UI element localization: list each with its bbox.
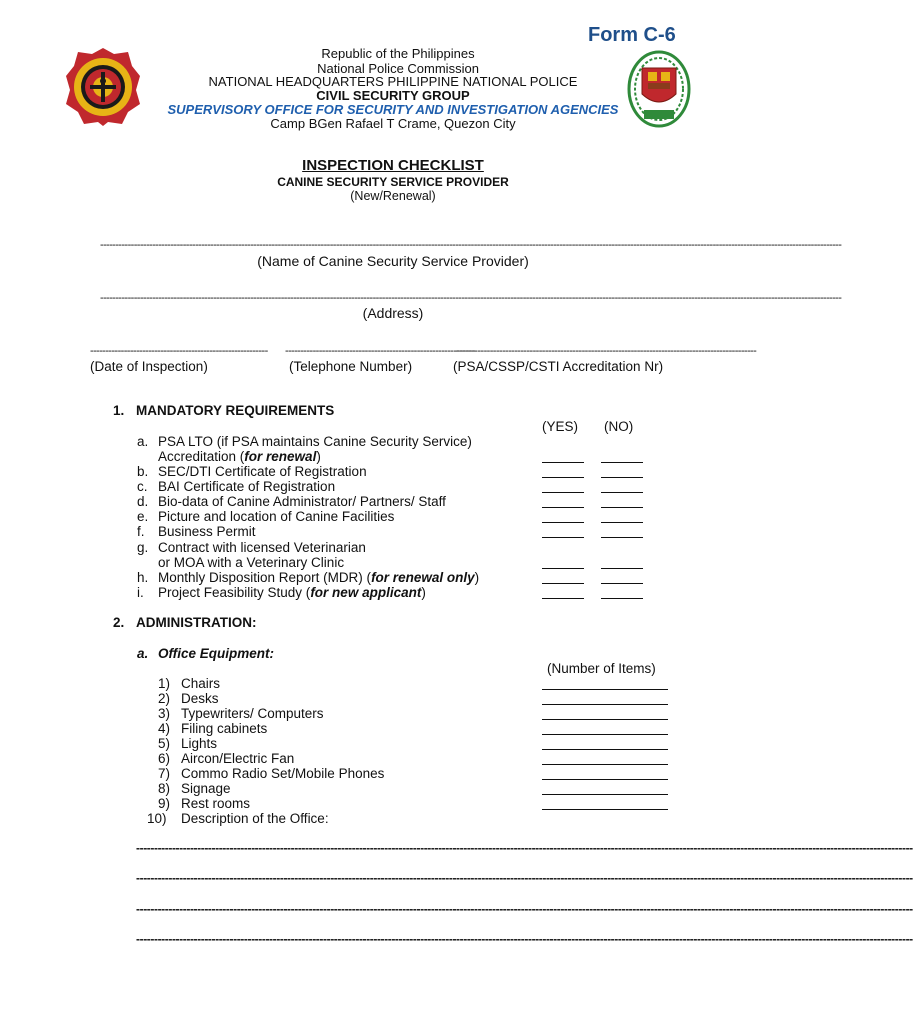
phone-field-line[interactable]: --------------------------------------------------------------: [285, 345, 475, 357]
equipment-item-8-count-blank[interactable]: [542, 794, 668, 795]
item-f-no-blank[interactable]: [601, 537, 643, 538]
item-h-yes-blank[interactable]: [542, 583, 584, 584]
item-d-letter: d.: [137, 494, 149, 509]
yes-column-header: (YES): [542, 419, 579, 434]
office-description-line-4[interactable]: ------------------------------------------------------------------------------------------------------------------------------------------------------------------------------------------------------------------------: [136, 932, 913, 946]
section2-number: 2.: [113, 615, 125, 630]
equipment-item-1-label: Chairs: [181, 676, 221, 691]
item-g-yes-blank[interactable]: [542, 568, 584, 569]
item-g-text-2: or MOA with a Veterinary Clinic: [158, 555, 345, 570]
equipment-item-4-num: 4): [158, 721, 171, 736]
section1-title: MANDATORY REQUIREMENTS: [136, 403, 335, 418]
item-h-text: Monthly Disposition Report (MDR) (for renewal only): [158, 570, 480, 585]
page-note: (New/Renewal): [350, 189, 436, 203]
item-e-letter: e.: [137, 509, 149, 524]
accreditation-field-label: (PSA/CSSP/CSTI Accreditation Nr): [453, 359, 664, 374]
item-e-text: Picture and location of Canine Facilities: [158, 509, 395, 524]
header-republic: Republic of the Philippines: [321, 46, 475, 61]
equipment-item-10-num: 10): [147, 811, 167, 826]
item-h-no-blank[interactable]: [601, 583, 643, 584]
equipment-item-1-num: 1): [158, 676, 171, 691]
header-sosia: SUPERVISORY OFFICE FOR SECURITY AND INVESTIGATION AGENCIES: [167, 102, 619, 117]
subsection-title: Office Equipment:: [158, 646, 275, 661]
name-field-line[interactable]: --------------------------------------------------------------------------------------------------------------------------------------------------------------------------------------------------------------------------------------------------: [100, 239, 842, 251]
header-csg: CIVIL SECURITY GROUP: [316, 88, 470, 103]
address-field-label: (Address): [362, 305, 424, 321]
item-a-no-blank[interactable]: [601, 462, 643, 463]
equipment-item-6-count-blank[interactable]: [542, 764, 668, 765]
equipment-item-5-count-blank[interactable]: [542, 749, 668, 750]
equipment-item-7-num: 7): [158, 766, 171, 781]
item-e-yes-blank[interactable]: [542, 522, 584, 523]
item-b-letter: b.: [137, 464, 149, 479]
equipment-item-4-count-blank[interactable]: [542, 734, 668, 735]
header-address: Camp BGen Rafael T Crame, Quezon City: [270, 116, 516, 131]
page-title: INSPECTION CHECKLIST: [302, 157, 484, 174]
item-d-yes-blank[interactable]: [542, 507, 584, 508]
equipment-item-10-label: Description of the Office:: [181, 811, 329, 826]
item-d-text: Bio-data of Canine Administrator/ Partners/ Staff: [158, 494, 446, 509]
equipment-item-5-num: 5): [158, 736, 171, 751]
item-f-yes-blank[interactable]: [542, 537, 584, 538]
date-field-line[interactable]: ----------------------------------------------------------: [90, 345, 268, 357]
item-b-text: SEC/DTI Certificate of Registration: [158, 464, 367, 479]
equipment-item-7-count-blank[interactable]: [542, 779, 668, 780]
equipment-item-9-num: 9): [158, 796, 171, 811]
accreditation-field-line[interactable]: --------------------------------------------------------------------------------------------------: [456, 345, 757, 357]
item-a-text-2: Accreditation (for renewal): [158, 449, 321, 464]
no-column-header: (NO): [604, 419, 634, 434]
item-b-no-blank[interactable]: [601, 477, 643, 478]
equipment-item-3-label: Typewriters/ Computers: [181, 706, 324, 721]
item-g-no-blank[interactable]: [601, 568, 643, 569]
item-h-letter: h.: [137, 570, 149, 585]
name-field-label: (Name of Canine Security Service Provider): [257, 253, 529, 269]
date-field-label: (Date of Inspection): [90, 359, 208, 374]
item-c-text: BAI Certificate of Registration: [158, 479, 336, 494]
subsection-letter: a.: [137, 646, 149, 661]
office-description-line-1[interactable]: ------------------------------------------------------------------------------------------------------------------------------------------------------------------------------------------------------------------------: [136, 841, 913, 855]
equipment-item-6-label: Aircon/Electric Fan: [181, 751, 295, 766]
equipment-item-2-label: Desks: [181, 691, 219, 706]
phone-field-label: (Telephone Number): [289, 359, 413, 374]
header-napolcom: National Police Commission: [317, 61, 479, 76]
form-code: Form C-6: [588, 24, 676, 46]
office-description-line-2[interactable]: ------------------------------------------------------------------------------------------------------------------------------------------------------------------------------------------------------------------------: [136, 871, 913, 885]
item-a-letter: a.: [137, 434, 149, 449]
equipment-item-1-count-blank[interactable]: [542, 689, 668, 690]
header-nhq-pnp: NATIONAL HEADQUARTERS PHILIPPINE NATIONAL POLICE: [208, 74, 578, 89]
count-column-header: (Number of Items): [547, 661, 656, 676]
item-i-yes-blank[interactable]: [542, 598, 584, 599]
section1-number: 1.: [113, 403, 125, 418]
item-b-yes-blank[interactable]: [542, 477, 584, 478]
equipment-item-3-count-blank[interactable]: [542, 719, 668, 720]
item-c-yes-blank[interactable]: [542, 492, 584, 493]
item-g-text: Contract with licensed Veterinarian: [158, 540, 366, 555]
equipment-item-4-label: Filing cabinets: [181, 721, 268, 736]
equipment-item-3-num: 3): [158, 706, 171, 721]
page-subtitle: CANINE SECURITY SERVICE PROVIDER: [277, 175, 509, 189]
item-c-letter: c.: [137, 479, 148, 494]
equipment-item-6-num: 6): [158, 751, 171, 766]
address-field-line[interactable]: --------------------------------------------------------------------------------------------------------------------------------------------------------------------------------------------------------------------------------------------------: [100, 292, 842, 304]
item-a-text: PSA LTO (if PSA maintains Canine Security Service): [158, 434, 472, 449]
item-f-letter: f.: [137, 524, 145, 539]
equipment-item-9-label: Rest rooms: [181, 796, 251, 811]
item-f-text: Business Permit: [158, 524, 256, 539]
item-i-letter: i.: [137, 585, 144, 600]
item-a-yes-blank[interactable]: [542, 462, 584, 463]
item-d-no-blank[interactable]: [601, 507, 643, 508]
item-i-text: Project Feasibility Study (for new applicant): [158, 585, 426, 600]
office-description-line-3[interactable]: ------------------------------------------------------------------------------------------------------------------------------------------------------------------------------------------------------------------------: [136, 902, 913, 916]
item-e-no-blank[interactable]: [601, 522, 643, 523]
item-i-no-blank[interactable]: [601, 598, 643, 599]
equipment-item-5-label: Lights: [181, 736, 218, 751]
item-g-letter: g.: [137, 540, 149, 555]
equipment-item-8-label: Signage: [181, 781, 231, 796]
item-c-no-blank[interactable]: [601, 492, 643, 493]
equipment-item-2-num: 2): [158, 691, 171, 706]
equipment-item-7-label: Commo Radio Set/Mobile Phones: [181, 766, 385, 781]
section2-title: ADMINISTRATION:: [136, 615, 257, 630]
equipment-item-2-count-blank[interactable]: [542, 704, 668, 705]
equipment-item-9-count-blank[interactable]: [542, 809, 668, 810]
equipment-item-8-num: 8): [158, 781, 171, 796]
